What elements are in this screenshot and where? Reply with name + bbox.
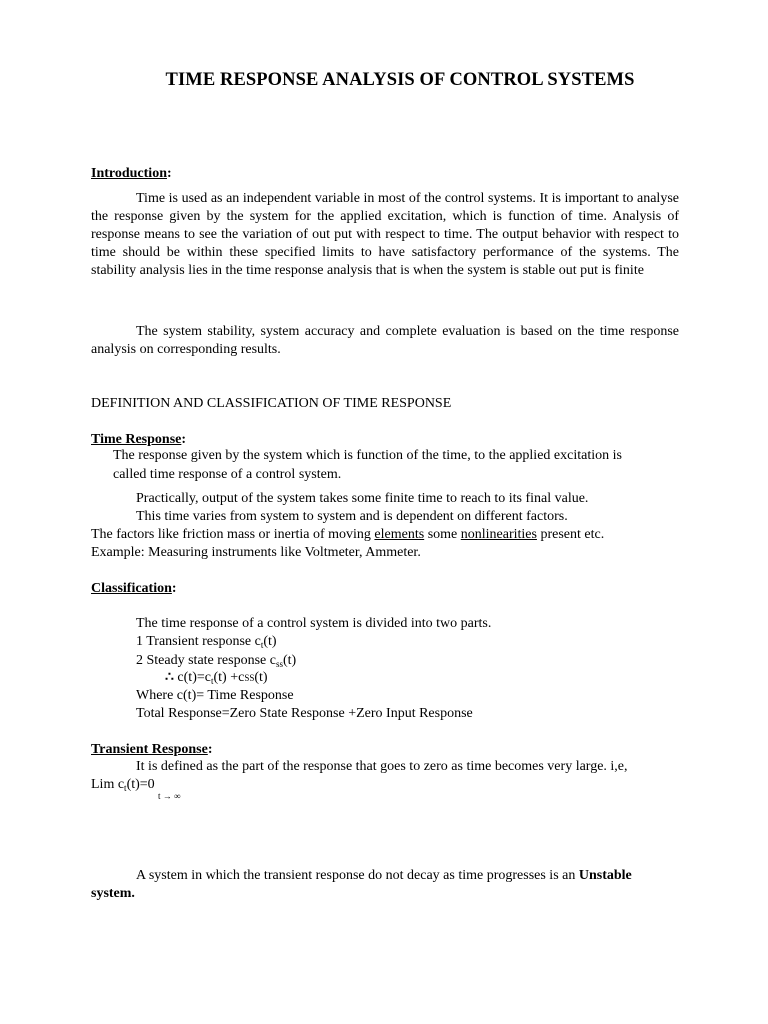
equation-part-b: (t) +c (213, 670, 245, 685)
classification-intro: The time response of a control system is divided into two parts. (136, 616, 492, 631)
equation-part-c: (t) (254, 670, 268, 685)
introduction-paragraph-2 (91, 323, 679, 359)
time-response-line-3: Practically, output of the system takes some finite time to reach to its final value. (136, 491, 589, 506)
classification-heading (91, 580, 177, 598)
equation-part-a: c(t)=c (173, 670, 211, 685)
transient-limit (91, 776, 155, 794)
transient-response-heading (91, 741, 212, 759)
final-line-bold-unstable: Unstable (578, 868, 632, 883)
item-1-suffix: (t) (263, 634, 277, 649)
time-response-heading-text: Time Response (91, 432, 182, 447)
introduction-paragraph-2-text: The system stability, system accuracy and complete evaluation is based on the time response analysis on corresponding results. (91, 324, 679, 357)
time-response-line-1: The response given by the system which is function of the time, to the applied excitation is (113, 448, 622, 463)
classification-item-2 (136, 652, 296, 670)
classification-equation (165, 669, 268, 687)
introduction-heading-text: Introduction (91, 166, 167, 181)
equation-subscript-2: SS (244, 673, 255, 683)
classification-heading-text: Classification (91, 581, 172, 596)
time-response-line-2: called time response of a control system. (113, 467, 342, 482)
classification-heading-colon: : (171, 581, 177, 596)
item-2-suffix: (t) (282, 653, 297, 668)
limit-subscript: t (124, 783, 127, 793)
definition-heading: DEFINITION AND CLASSIFICATION OF TIME RESPONSE (91, 396, 452, 411)
time-response-line-5 (91, 526, 604, 544)
classification-item-1 (136, 633, 277, 651)
transient-response-heading-text: Transient Response (91, 742, 208, 757)
classification-where: Where c(t)= Time Response (136, 688, 294, 703)
item-2-subscript: ss (275, 659, 283, 669)
limit-part-a: Lim c (91, 777, 125, 792)
introduction-heading (91, 165, 172, 183)
document-title: TIME RESPONSE ANALYSIS OF CONTROL SYSTEMS (165, 70, 635, 90)
line-5-text-c: present etc. (536, 527, 605, 542)
transient-response-heading-colon: : (207, 742, 213, 757)
classification-total: Total Response=Zero State Response +Zero Input Response (136, 706, 473, 721)
line-5-text-a: The factors like friction mass or inertia of moving (91, 527, 375, 542)
item-2-prefix: 2 Steady state response c (136, 653, 276, 668)
equation-subscript-1: t (210, 676, 214, 686)
elements-link-text: elements (374, 527, 425, 542)
final-line-text: A system in which the transient response do not decay as time progresses is an (136, 868, 579, 883)
time-response-line-4: This time varies from system to system and is dependent on different factors. (136, 509, 568, 524)
limit-part-b: (t)=0 (126, 777, 155, 792)
final-line-bold-system: system. (91, 886, 135, 901)
limit-under-text: t → ∞ (158, 791, 181, 801)
transient-final-line (136, 867, 632, 885)
nonlinearities-link-text: nonlinearities (460, 527, 537, 542)
therefore-symbol: ∴ (165, 670, 174, 685)
introduction-paragraph-1 (91, 190, 679, 280)
transient-final-line-2 (91, 885, 135, 903)
time-response-line-6: Example: Measuring instruments like Voltmeter, Ammeter. (91, 545, 421, 560)
time-response-heading-colon: : (181, 432, 187, 447)
introduction-heading-colon: : (166, 166, 172, 181)
transient-definition: It is defined as the part of the response that goes to zero as time becomes very large. i,e, (136, 759, 628, 774)
item-1-prefix: 1 Transient response c (136, 634, 261, 649)
line-5-text-b: some (424, 527, 461, 542)
introduction-paragraph-1-text: Time is used as an independent variable in most of the control systems. It is important to analyse the response given by the system for the applied excitation, which is function of time. Analysis of response means to see the variation of out put with respect to time. The output behavior with respect to time should be within these specified limits to have satisfactory performance of the systems. The stability analysis lies in the time response analysis that is when the system is stable out put is finite (91, 191, 679, 278)
item-1-subscript: t (260, 640, 264, 650)
